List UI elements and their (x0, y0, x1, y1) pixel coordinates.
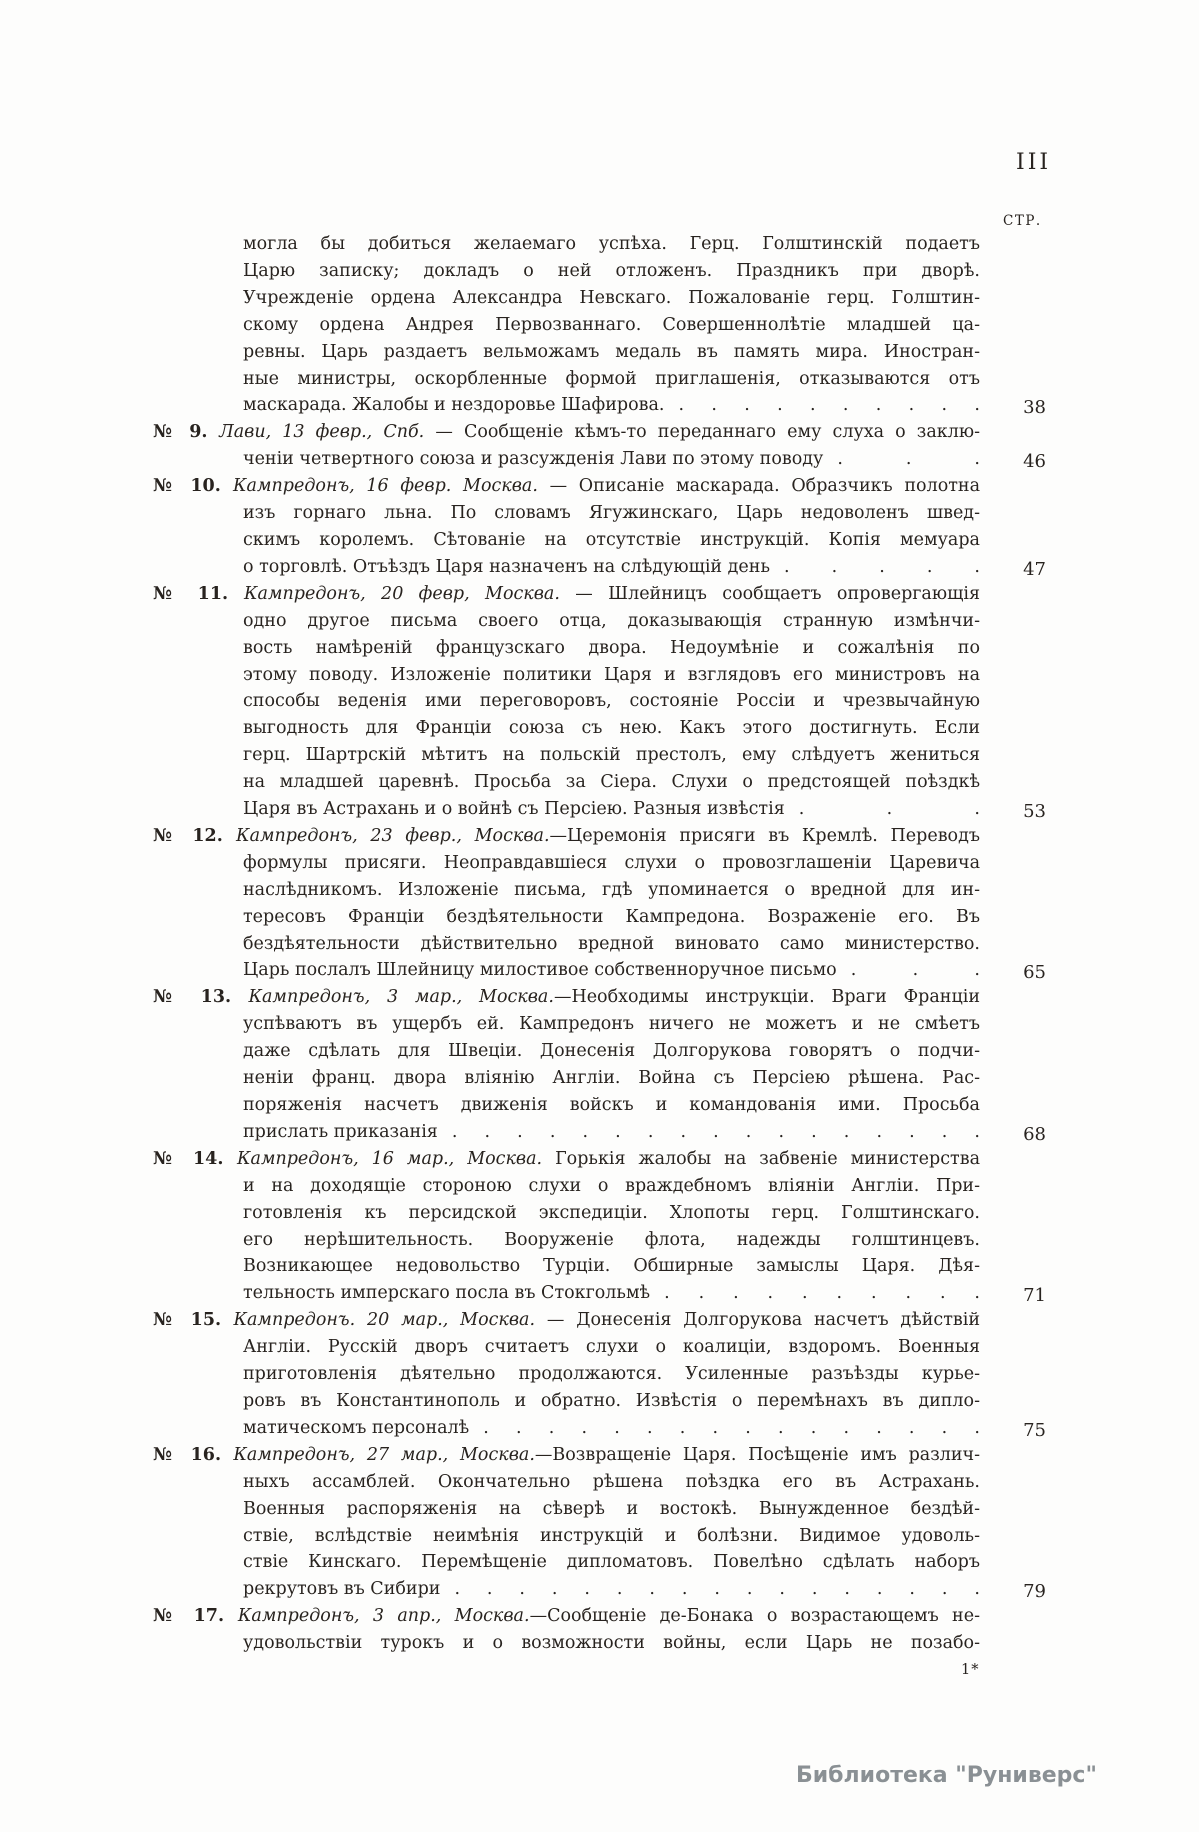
toc-line: № 13. Кампредонъ, 3 мар., Москва.—Необходимы инструкціи. Враги Франціи (153, 987, 980, 1008)
leader-dots: . . . . . (783, 556, 980, 577)
toc-entry (153, 984, 1046, 1145)
toc-entry (153, 1442, 1046, 1603)
entry-heading: Кампредонъ, 16 мар., Москва. (236, 1148, 543, 1169)
toc-line: даже сдѣлать для Швеціи. Донесенія Долгорукова говорятъ о подчи- (243, 1041, 980, 1062)
toc-entry (153, 1603, 980, 1657)
toc-line: могла бы добиться желаемаго успѣха. Герц. Голштинскій подаетъ (243, 234, 980, 254)
toc-line: и на доходящіе стороною слухи о враждебномъ вліяніи Англіи. При- (243, 1175, 980, 1196)
toc-line-leader (243, 446, 980, 473)
toc-entry (153, 473, 1046, 581)
entry-heading: Кампредонъ, 23 февр., Москва. (236, 825, 550, 846)
entry-number: № 9. (153, 422, 220, 443)
entry-page-number: 46 (1023, 451, 1046, 473)
entry-page-number: 53 (1023, 800, 1046, 822)
toc-line-leader (243, 796, 980, 823)
toc-line: Царю записку; докладъ о ней отложенъ. Праздникъ при дворѣ. (243, 260, 980, 281)
toc-line: № 17. Кампредонъ, 3 апр., Москва.—Сообщеніе де-Бонака о возрастающемъ не- (153, 1606, 980, 1627)
toc-line-leader (243, 957, 980, 984)
library-watermark: Библиотека "Руниверс" (796, 1763, 1097, 1788)
entry-heading: Кампредонъ. 20 мар., Москва. (233, 1310, 536, 1331)
toc-entries (153, 231, 1046, 1657)
toc-entry (243, 231, 1046, 419)
entry-page-number: 68 (1023, 1123, 1046, 1145)
toc-entry (153, 581, 1046, 823)
entry-heading: Кампредонъ, 27 мар., Москва. (233, 1444, 535, 1465)
leader-text: Царь послалъ Шлейницу милостивое собственноручное письмо (243, 960, 837, 981)
entry-page-number: 75 (1023, 1419, 1046, 1441)
toc-line: скому ордена Андрея Первозваннаго. Совершеннолѣтіе младшей ца- (243, 314, 980, 335)
toc-line: Англіи. Русскій дворъ считаетъ слухи о коалиціи, вздоромъ. Военныя (243, 1337, 980, 1358)
entry-page-number: 38 (1023, 397, 1046, 419)
toc-line: приготовленія дѣятельно продолжаются. Усиленные разъѣзды курье- (243, 1364, 980, 1385)
leader-dots: . . . (837, 449, 980, 470)
leader-dots: . . . (850, 960, 980, 981)
toc-line-leader (243, 554, 980, 581)
entry-heading: Лави, 13 февр., Спб. (219, 422, 425, 443)
toc-line: ревны. Царь раздаетъ вельможамъ медаль въ память мира. Иностран- (243, 341, 980, 362)
leader-text: тельность имперскаго посла въ Стокгольмѣ (243, 1283, 651, 1304)
folio-number: III (1016, 150, 1052, 175)
toc-line: № 16. Кампредонъ, 27 мар., Москва.—Возвращеніе Царя. Посѣщеніе имъ различ- (153, 1444, 981, 1465)
toc-line: формулы присяги. Неоправдавшіеся слухи о провозглашеніи Царевича (243, 852, 980, 873)
toc-entry (153, 419, 1046, 473)
toc-line: № 12. Кампредонъ, 23 февр., Москва.—Церемонія присяги въ Кремлѣ. Переводъ (153, 825, 980, 846)
signature-mark: 1* (961, 1662, 980, 1678)
entry-heading: Кампредонъ, 16 февр. Москва. (233, 476, 538, 497)
toc-entry (153, 1146, 1046, 1307)
leader-dots: . . . . . . . . . . . . . . . . (483, 1417, 980, 1438)
entry-number: № 11. (153, 583, 245, 604)
entry-page-number: 71 (1023, 1285, 1046, 1307)
toc-line: его нерѣшительность. Вооруженіе флота, надежды голштинцевъ. (243, 1229, 980, 1250)
toc-line: вость намѣреній французскаго двора. Недоумѣніе и сожалѣнія по (243, 637, 980, 658)
entry-heading: Кампредонъ, 3 апр., Москва. (237, 1606, 530, 1627)
leader-dots: . . . . . . . . . . . . . . . . . (454, 1579, 980, 1600)
toc-line: ныхъ ассамблей. Окончательно рѣшена поѣздка его въ Астрахань. (243, 1471, 980, 1492)
toc-line: бездѣятельности дѣйствительно вредной виновато само министерство. (243, 933, 980, 954)
entry-number: № 13. (153, 987, 249, 1008)
leader-text: рекрутовъ въ Сибири (243, 1579, 441, 1600)
page-column-header: СТР. (1003, 213, 1042, 229)
toc-line-leader (243, 1415, 980, 1442)
toc-line: № 10. Кампредонъ, 16 февр. Москва. — Описаніе маскарада. Образчикъ полотна (153, 476, 981, 497)
leader-text: прислать приказанія (243, 1121, 438, 1142)
toc-line: успѣваютъ въ ущербъ ей. Кампредонъ ничего не можетъ и не смѣетъ (243, 1014, 980, 1035)
toc-line: неніи франц. двора вліянію Англіи. Война съ Персіею рѣшена. Рас- (243, 1068, 980, 1089)
toc-line-leader (243, 1280, 980, 1307)
leader-text: ченіи четвертного союза и разсужденія Лави по этому поводу (243, 449, 824, 470)
toc-line: № 9. Лави, 13 февр., Спб. — Сообщеніе кѣмъ-то переданнаго ему слуха о заклю- (153, 422, 980, 443)
leader-dots: . . . (798, 799, 980, 820)
toc-line: этому поводу. Изложеніе политики Царя и взглядовъ его министровъ на (243, 664, 980, 685)
entry-number: № 16. (153, 1444, 234, 1465)
toc-line: ровъ въ Константинополь и обратно. Извѣстія о перемѣнахъ въ дипло- (243, 1390, 980, 1411)
toc-line: на младшей царевнѣ. Просьба за Сіера. Слухи о предстоящей поѣздкѣ (243, 772, 980, 793)
entry-page-number: 65 (1023, 962, 1046, 984)
toc-entry (153, 1307, 1046, 1442)
toc-line-leader (243, 1119, 980, 1146)
toc-line: поряженія насчетъ движенія войскъ и командованія ими. Просьба (243, 1095, 980, 1115)
toc-line-leader (243, 1576, 980, 1603)
leader-text: матическомъ персоналѣ (243, 1417, 470, 1438)
toc-line: наслѣдникомъ. Изложеніе письма, гдѣ упоминается о вредной для ин- (243, 879, 980, 900)
toc-line: № 14. Кампредонъ, 16 мар., Москва. Горькія жалобы на забвеніе министерства (153, 1148, 981, 1169)
leader-text: маскарада. Жалобы и нездоровье Шафирова. (243, 395, 665, 416)
toc-line: изъ горнаго льна. По словамъ Ягужинскаго, Царь недоволенъ швед- (243, 503, 980, 524)
entry-number: № 15. (153, 1310, 234, 1331)
leader-text: Царя въ Астрахань и о войнѣ съ Персіею. Разныя извѣстія (243, 799, 785, 820)
toc-line: ствіе, вслѣдствіе неимѣнія инструкцій и болѣзни. Видимое удоволь- (243, 1525, 980, 1546)
toc-line: способы веденія ими переговоровъ, состояніе Россіи и чрезвычайную (243, 691, 980, 712)
toc-line: готовленія къ персидской экспедиціи. Хлопоты герц. Голштинскаго. (243, 1202, 980, 1223)
toc-line: выгодность для Франціи союза съ нею. Какъ этого достигнуть. Если (243, 718, 980, 739)
entry-number: № 12. (153, 825, 237, 846)
entry-heading: Кампредонъ, 3 мар., Москва. (248, 987, 554, 1008)
entry-number: № 17. (153, 1606, 238, 1627)
toc-line: Учрежденіе ордена Александра Невскаго. Пожалованіе герц. Голштин- (243, 287, 980, 308)
leader-dots: . . . . . . . . . . (678, 395, 980, 416)
toc-entry (153, 823, 1046, 984)
leader-dots: . . . . . . . . . . . . . . . . . (451, 1121, 980, 1142)
entry-number: № 14. (153, 1148, 237, 1169)
toc-line: одно другое письма своего отца, доказывающія странную измѣнчи- (243, 610, 980, 631)
toc-line: скимъ королемъ. Сѣтованіе на отсутствіе инструкцій. Копія мемуара (243, 529, 980, 550)
toc-line: № 15. Кампредонъ. 20 мар., Москва. — Донесенія Долгорукова насчетъ дѣйствій (153, 1310, 981, 1331)
toc-line: ствіе Кинскаго. Перемѣщеніе дипломатовъ. Повелѣно сдѣлать наборъ (243, 1552, 980, 1573)
toc-line: тересовъ Франціи бездѣятельности Кампредона. Возраженіе его. Въ (243, 906, 980, 927)
entry-page-number: 79 (1023, 1581, 1046, 1603)
leader-text: о торговлѣ. Отъѣздъ Царя назначенъ на слѣдующій день (243, 556, 770, 577)
entry-page-number: 47 (1023, 558, 1046, 580)
toc-line: герц. Шартрскій мѣтитъ на польскій престолъ, ему слѣдуетъ жениться (243, 745, 980, 766)
toc-line: Военныя распоряженія на сѣверѣ и востокѣ. Вынужденное бездѣй- (243, 1498, 980, 1519)
entry-number: № 10. (153, 476, 234, 497)
toc-line: Возникающее недовольство Турціи. Обширные замыслы Царя. Дѣя- (243, 1256, 980, 1277)
toc-line: ные министры, оскорбленные формой приглашенія, отказываются отъ (243, 368, 980, 389)
entry-heading: Кампредонъ, 20 февр, Москва. (244, 583, 560, 604)
toc-line: удовольствіи турокъ и о возможности войны, если Царь не позабо- (243, 1633, 980, 1654)
toc-line-leader (243, 392, 980, 419)
toc-line: № 11. Кампредонъ, 20 февр, Москва. — Шлейницъ сообщаетъ опровергающія (153, 583, 981, 604)
leader-dots: . . . . . . . . . . (664, 1283, 980, 1304)
